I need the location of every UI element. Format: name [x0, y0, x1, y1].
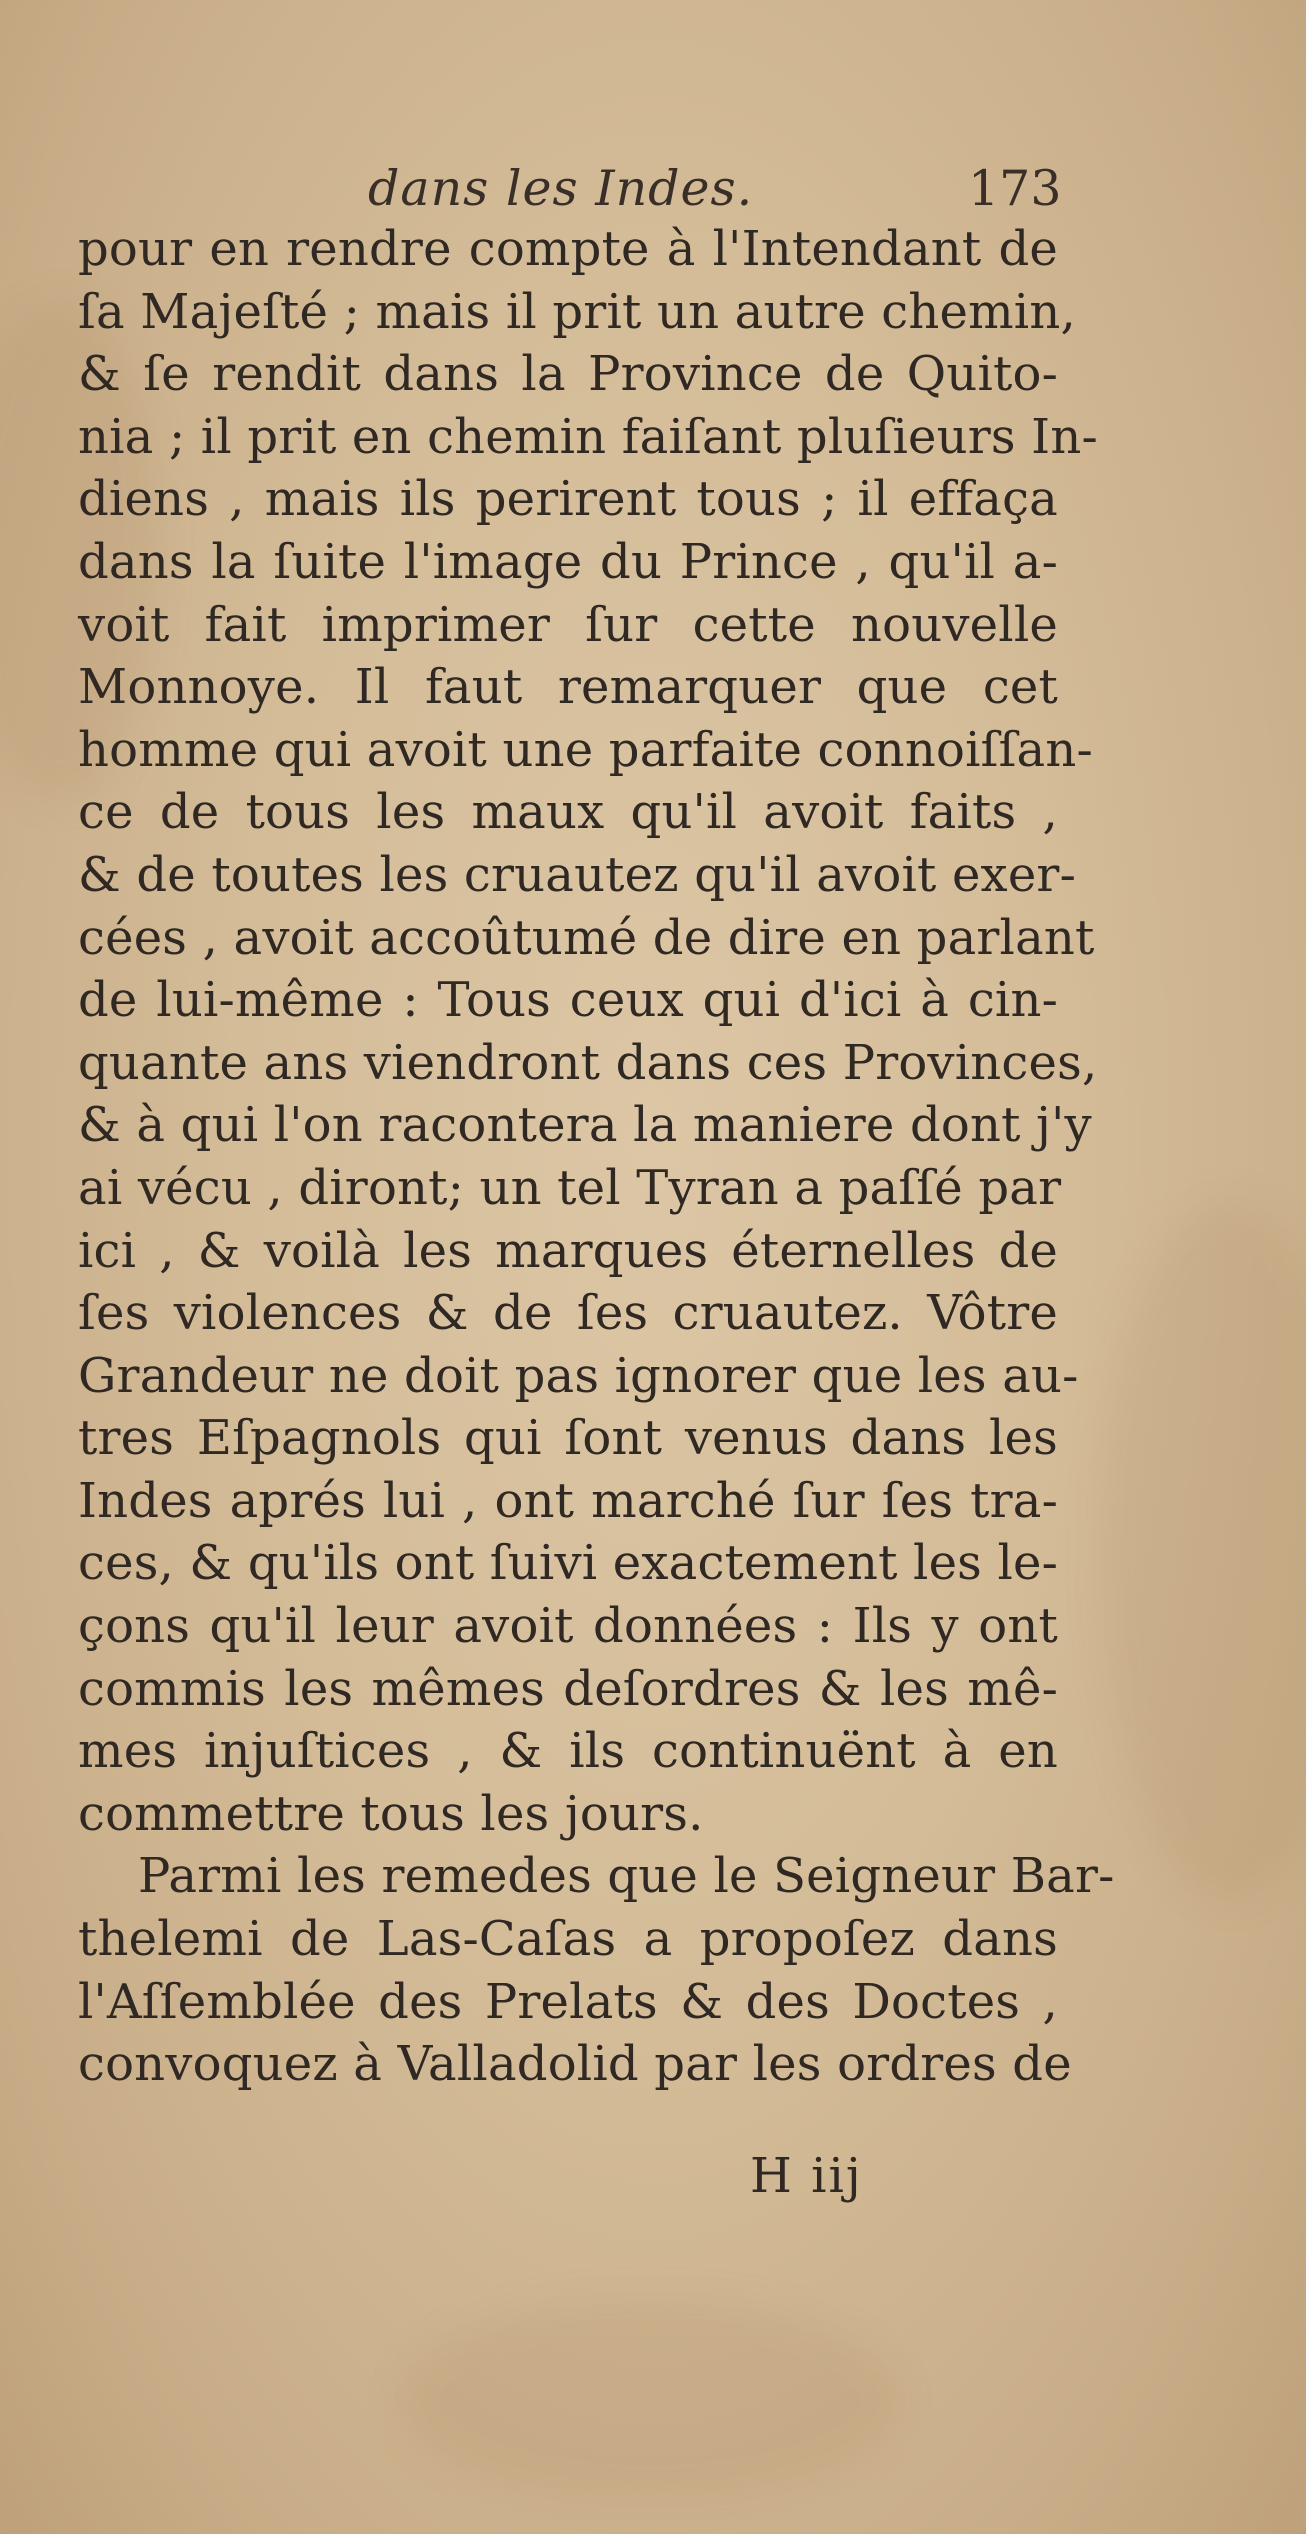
page-number: 173: [968, 160, 1062, 217]
paragraph-end-line: commettre tous les jours.: [78, 1785, 704, 1842]
paper-stain: [400, 2300, 900, 2500]
body-text: [78, 218, 1115, 2096]
text-line: thelemi de Las-Caſas a propoſez dans: [78, 1911, 1058, 1968]
text-line: convoquez à Valladolid par les ordres de: [78, 2036, 1072, 2093]
running-title: dans les Indes.: [368, 160, 754, 217]
paragraph-start-line: Parmi les remedes que le Seigneur Bar-: [138, 1848, 1115, 1905]
text-line: voit fait imprimer ſur cette nouvelle: [78, 596, 1058, 653]
text-line: Grandeur ne doit pas ignorer que les au-: [78, 1347, 1079, 1404]
text-line: & à qui l'on racontera la maniere dont j'y: [78, 1097, 1092, 1154]
text-line: ici , & voilà les marques éternelles de: [78, 1222, 1058, 1279]
text-line: l'Aſſemblée des Prelats & des Doctes ,: [78, 1973, 1058, 2030]
text-line: Indes aprés lui , ont marché ſur ſes tra-: [78, 1472, 1058, 1529]
text-line: çons qu'il leur avoit données : Ils y ont: [78, 1598, 1058, 1655]
text-line: & ſe rendit dans la Province de Quito-: [78, 346, 1058, 403]
text-line: commis les mêmes deſordres & les mê-: [78, 1660, 1058, 1717]
text-line: Monnoye. Il faut remarquer que cet: [78, 659, 1058, 716]
text-line: & de toutes les cruautez qu'il avoit exer-: [78, 846, 1077, 903]
text-line: ſes violences & de ſes cruautez. Vôtre: [78, 1285, 1058, 1342]
text-line: cées , avoit accoûtumé de dire en parlant: [78, 909, 1095, 966]
text-line: diens , mais ils perirent tous ; il effaça: [78, 471, 1058, 528]
text-line: de lui-même : Tous ceux qui d'ici à cin-: [78, 972, 1058, 1029]
text-line: homme qui avoit une parfaite connoiſſan-: [78, 721, 1093, 778]
text-line: tres Eſpagnols qui ſont venus dans les: [78, 1410, 1058, 1467]
text-line: nia ; il prit en chemin faiſant pluſieurs In-: [78, 408, 1098, 465]
text-line: dans la ſuite l'image du Prince , qu'il a-: [78, 533, 1058, 590]
signature-mark: H iij: [750, 2148, 863, 2204]
text-line: pour en rendre compte à l'Intendant de: [78, 221, 1058, 277]
text-line: mes injuſtices , & ils continuënt à en: [78, 1723, 1058, 1780]
paper-stain: [1100, 1200, 1306, 1900]
page-header: [78, 160, 1062, 220]
text-line: quante ans viendront dans ces Provinces,: [78, 1034, 1098, 1091]
text-line: ce de tous les maux qu'il avoit faits ,: [78, 784, 1058, 841]
text-line: ces, & qu'ils ont ſuivi exactement les le-: [78, 1535, 1059, 1592]
text-line: ſa Majeſté ; mais il prit un autre chemin,: [78, 283, 1076, 340]
text-line: ai vécu , diront; un tel Tyran a paſſé par: [78, 1159, 1062, 1216]
